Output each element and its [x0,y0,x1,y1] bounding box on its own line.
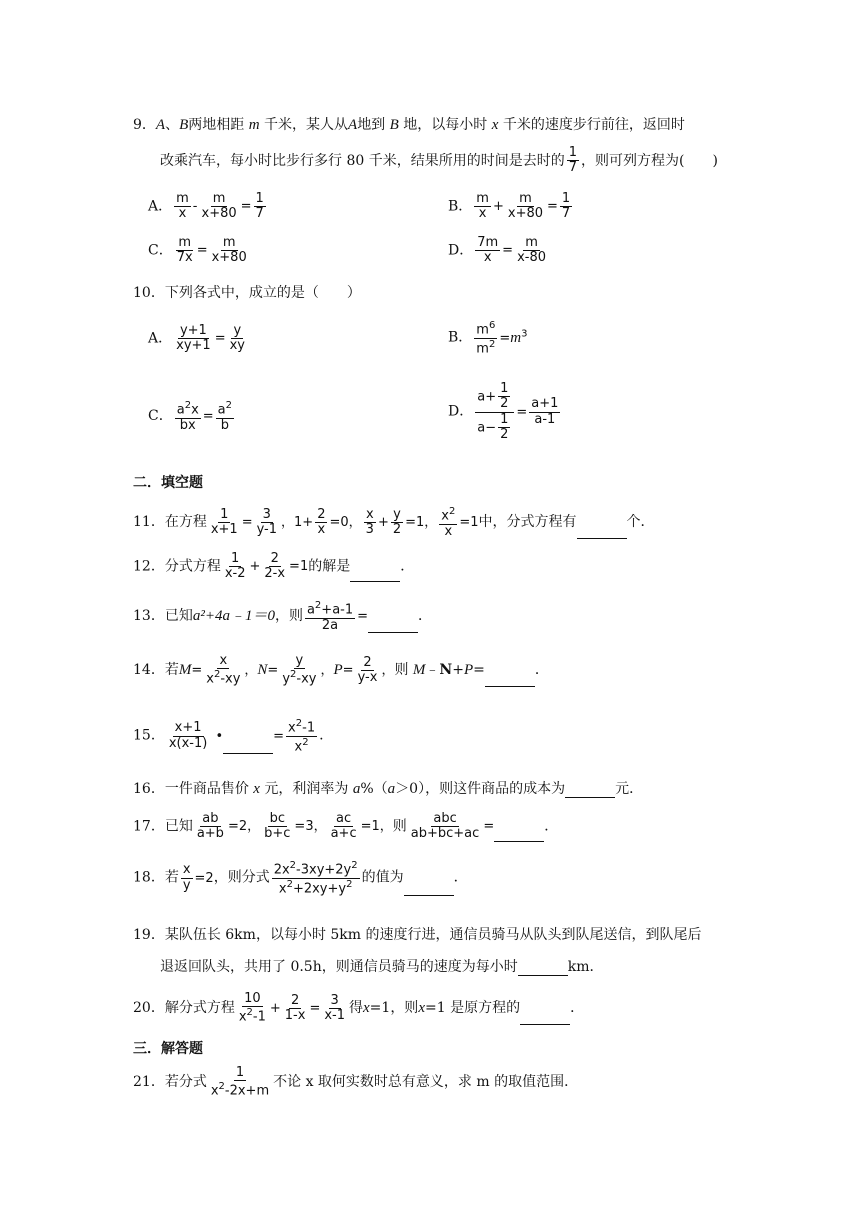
q9-option-a[interactable] [148,192,268,222]
q16-t2: 元，利润率为 [264,781,349,797]
question-19 [133,924,702,944]
q20-mid: 得 [349,999,363,1016]
q18-formula: $\frac{x}{y}$ =2 [182,862,214,893]
q9-t3: 千米，某人从 [264,117,349,133]
q10-option-b[interactable] [448,320,527,356]
q9-opt-c-formula: $\frac{m}{7x}$ = $\frac{m}{x+80}$ [176,235,247,266]
q12-pre: 分式方程 [164,558,221,575]
question-10 [133,282,361,302]
question-9 [133,114,685,134]
q15-end: . [319,727,324,744]
q16-t1: 一件商品售价 [164,781,249,797]
question-16 [133,778,643,798]
q10-opt-b-formula: $\frac{m^6}{m^2}$ $=m^3$ [476,320,528,356]
q9-frac-num: 1 [568,145,577,160]
q11-formulas: $\frac{1}{x+1}$ = $\frac{3}{y-1}$ ，1+ $\frac{2}{x}$ =0， $\frac{x}{3}$ + $\frac{y}{2}$ =1， $\frac{x^2}{x}$ =1 [210,506,479,539]
q14-formula: M= $\frac{x}{x^2-xy}$ ，N= $\frac{y}{y^2-xy}$ ，P= $\frac{2}{y-x}$ ， [178,653,395,687]
q17-formula2: $\frac{\text{abc}}{ab+bc+ac}$ = [410,811,495,842]
q9-option-b[interactable] [448,192,574,222]
q13-pre: 已知 [164,607,193,624]
q9-opt-b-formula: $\frac{m}{x}$ + $\frac{m}{x+80}$ = $\frac{1}{7}$ [476,191,571,222]
q12-post: 的解是 [308,558,351,575]
q15-blank[interactable] [223,739,273,754]
q21-formula: $\frac{1}{x^2-2x+m}$ [210,1065,270,1099]
q10-opt-d-label: D． [448,403,474,420]
q12-formula: $\frac{1}{x-2}$ + $\frac{2}{2-x}$ =1 [224,551,309,582]
q21-number: 21． [133,1073,165,1090]
q9-t4: 地到 [357,117,386,133]
q17-blank[interactable] [494,827,544,842]
q10-option-d[interactable] [448,382,562,442]
q15-formula: $\frac{x+1}{x(x-1)}$ • = $\frac{x^2-1}{x^2}$ [168,718,316,754]
q20-then: ，则 [390,999,419,1016]
q14-blank[interactable] [485,672,535,687]
q11-pre: 在方程 [164,513,207,530]
q9-A2: A [348,117,358,133]
q19-blank[interactable] [518,961,568,976]
q20-formula: $\frac{10}{x^2-1}$ + $\frac{2}{1-x}$ = $\frac{3}{x-1}$ [238,991,345,1025]
q9-B2: B [389,117,399,133]
q10-opt-c-formula: $\frac{a^2x}{bx}$ = $\frac{a^2}{b}$ [176,400,233,433]
q19-line1: 某队伍长 6km，以每小时 5km 的速度行进，通信员骑马从队头到队尾送信，到队尾后 [164,927,702,943]
q20-number: 20． [133,999,165,1016]
q9-opt-c-label: C． [148,242,173,259]
question-9-line2 [160,146,718,176]
q10-text: 下列各式中，成立的是（ ） [164,285,361,301]
q9-option-c[interactable] [148,236,251,266]
question-12 [133,552,414,582]
q21-post: 不论 x 取何实数时总有意义，求 m 的取值范围． [273,1073,579,1090]
question-21 [133,1066,578,1099]
q19-end: km． [567,959,604,975]
q13-number: 13． [133,607,165,624]
q9-t1: 、 [165,117,180,133]
q9-opt-d-label: D． [448,242,474,259]
q11-blank[interactable] [577,524,627,539]
q9-x: x [491,117,499,133]
q9-line2: 改乘汽车，每小时比步行多行 80 千米，结果所用的时间是去时的 [160,152,565,169]
q12-end: ． [400,558,415,575]
q12-blank[interactable] [350,567,400,582]
q9-line2-end: ，则可列方程为( ) [581,152,718,169]
question-14: 14．若M= $\frac{x}{x^2-xy}$ ，N= $\frac{y}{y^2-xy}$ ，P= $\frac{2}{y-x}$ ，则 M﹣N+P= ． [133,653,549,687]
question-20: 20．解分式方程 $\frac{10}{x^2-1}$ + $\frac{2}{1-x}$ = $\frac{3}{x-1}$ 得x=1，则x=1 是原方程的 ． [133,991,585,1025]
q14-then: 则 [394,661,409,678]
q18-mid: ，则分式 [213,869,270,886]
q12-number: 12． [133,558,165,575]
q16-t3: %（ [360,781,388,797]
q19-number: 19． [133,927,165,943]
q18-blank[interactable] [404,881,454,896]
q17-formula: $\frac{ab}{a+b}$ =2， $\frac{bc}{b+c}$ =3， $\frac{ac}{a+c}$ =1， [196,811,393,842]
q21-pre: 若分式 [164,1073,207,1090]
q9-option-d[interactable] [448,236,550,266]
q10-option-a[interactable] [148,324,249,354]
q9-fraction [567,146,579,176]
q11-mid: 中，分式方程有 [478,513,577,530]
q20-end: ． [570,999,585,1016]
q18-formula2: $\frac{2x^2-3xy+2y^2}{x^2+2xy+y^2}$ [273,860,358,896]
q16-number: 16． [133,781,165,797]
q10-number: 10． [133,285,165,301]
question-13 [133,600,432,633]
question-18 [133,860,468,896]
q20-blank[interactable] [520,1010,570,1025]
q9-number: 9． [133,117,156,133]
q9-m: m [248,117,260,133]
q18-end: ． [453,869,468,886]
q9-opt-d-formula: $\frac{7m}{x}$ = $\frac{m}{x-80}$ [477,235,547,266]
q9-opt-a-formula: $\frac{m}{x}$ - $\frac{m}{x+80}$ = $\frac{1}{7}$ [176,191,264,222]
q16-x: x [253,781,260,797]
q19-line2: 退返回队头，共用了 0.5h，则通信员骑马的速度为每小时 [160,959,518,975]
section-2-title: 二．填空题 [133,475,203,491]
q14-number: 14． [133,661,165,678]
q16-a2: a [387,781,396,797]
q16-blank[interactable] [565,783,615,798]
q9-opt-b-label: B． [448,198,473,215]
question-17 [133,812,558,842]
q10-opt-b-label: B． [448,329,473,346]
question-11 [133,506,655,539]
q16-end: 元． [615,781,644,797]
q14-end: ． [534,661,549,678]
q10-opt-a-formula: $\frac{y+1}{xy+1}$ = $\frac{y}{xy}$ [176,323,245,354]
q10-opt-a-label: A． [148,330,173,347]
q16-t4: ＞0），则这件商品的成本为 [395,781,566,797]
q14-pre: 若 [164,661,179,678]
q11-post: 个． [626,513,655,530]
q20-post: 是原方程的 [450,999,521,1016]
q13-blank[interactable] [368,618,418,633]
q9-opt-a-label: A． [148,198,173,215]
q10-option-c[interactable] [148,400,236,433]
q11-number: 11． [133,513,165,530]
q17-pre: 已知 [164,818,193,835]
q9-A: A [155,117,166,133]
q13-mid: ，则 [274,607,303,624]
q9-t5: 地，以每小时 [403,117,488,133]
q16-a: a [352,781,361,797]
q17-end: ． [544,818,559,835]
q18-post: 的值为 [361,869,404,886]
question-19-line2 [160,956,604,976]
q10-opt-c-label: C． [148,407,173,424]
q9-frac-den: 7 [568,160,577,176]
q9-B: B [179,117,189,133]
q13-end: ． [418,607,433,624]
q13-condition: a²+4a﹣1＝0 [192,607,275,624]
q9-t2: 两地相距 [188,117,245,133]
q13-formula: $\frac{a^2+a-1}{2a}$ = [306,600,369,633]
q10-opt-d-formula: a+ $\frac{1}{2}$ a− $\frac{1}{2}$ = $\frac{a+1}{a-1}$ [477,381,559,442]
q15-number: 15． [133,727,165,744]
section-3-title: 三．解答题 [133,1041,203,1057]
q17-mid: 则 [392,818,407,835]
q9-t6: 千米的速度步行前往，返回时 [502,117,685,133]
q18-pre: 若 [164,869,179,886]
q17-number: 17． [133,818,165,835]
q18-number: 18． [133,869,165,886]
q20-pre: 解分式方程 [164,999,235,1016]
question-15 [133,718,324,754]
